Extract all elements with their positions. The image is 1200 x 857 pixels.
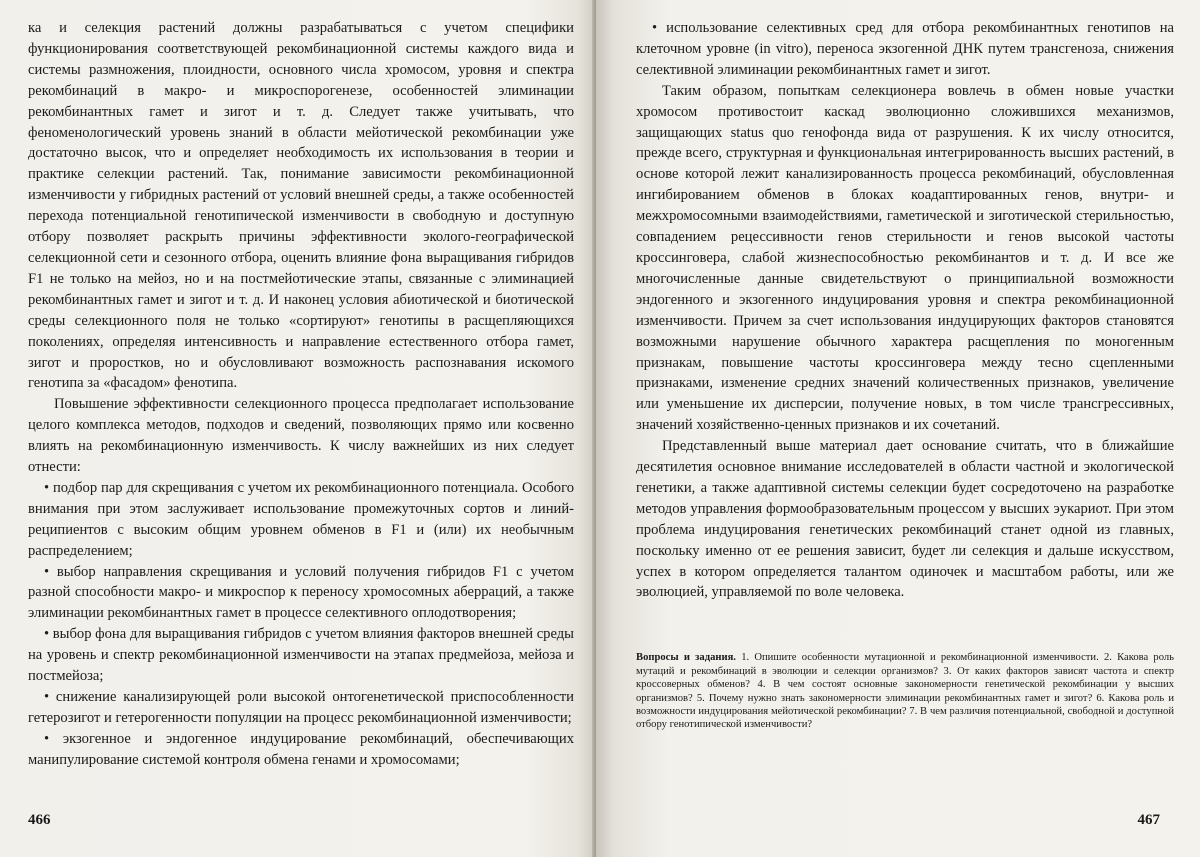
bullet-item: • использование селективных сред для отбора рекомбинантных генотипов на клеточном уровне (in vitro), переноса экзогенной ДНК путем трансгеноза, снижения селективной элиминации рекомбинантных гамет и зигот.: [636, 20, 1174, 78]
right-paragraph-2: Представленный выше материал дает основание считать, что в ближайшие десятилетия основное внимание исследователей в области частной и экологической генетики, а также адаптивной системы селекции будет сосредоточено на разработке методов управления формообразовательным процессом у высших эукариот. При этом проблема индуцирования генетических рекомбинаций станет одной из главных, поскольку именно от ее решения зависит, будет ли селекция и дальше искусством, успех в котором определяется талантом одиночек и масштабом работы, или же эволюцией, управляемой по воле человека.: [636, 438, 1174, 601]
questions-text: 1. Опишите особенности мутационной и рекомбинационной изменчивости. 2. Какова роль мутаций и рекомбинаций в эволюции и селекции организмов? 3. От каких факторов зависят частота и спектр кроссоверных обменов? 4. В чем состоят основные закономерности генетической рекомбинации у высших организмов? 5. Почему нужно знать закономерности элиминации рекомбинантных гамет и зигот? 6. Какова роль и возможности индуцирования мейотической рекомбинации? 7. В чем различия потенциальной, свободной и доступной отбору генотипической изменчивости?: [636, 652, 1174, 731]
right-page: [596, 0, 1200, 857]
left-paragraph-2: Повышение эффективности селекционного процесса предполагает использование целого комплекса методов, подходов и сведений, позволяющих прямо или косвенно влиять на рекомбинационную изменчивость. К числу важнейших из них следует отнести:: [28, 396, 574, 476]
page-number-left: 466: [28, 812, 51, 828]
left-page: [0, 0, 596, 857]
page-number-right: 467: [1137, 812, 1160, 828]
questions-block: [636, 651, 1174, 731]
right-paragraph-1: Таким образом, попыткам селекционера вовлечь в обмен новые участки хромосом противостоит каскад эволюционно сложившихся механизмов, защищающих status quo генофонда вида от разрушения. К их числу относится, прежде всего, структурная и функциональная интегрированность высших растений, в основе которой лежит канализированность процесса рекомбинаций, обусловленная ингибированием обменов в блоках коадаптированных генов, внутри- и межхромосомными взаимодействиями, гаметической и зиготической стерильностью, совпадением рецессивности генов стерильности и генов высокой частоты кроссинговера, слабой жизнеспособностью рекомбинантов и т. д. И все же многочисленные данные свидетельствуют о принципиальной возможности эндогенного и экзогенного индуцирования уровня и спектра рекомбинационной изменчивости. Причем за счет использования индуцирующих факторов становятся возможными нарушение обычного характера расщепления по моногенным признакам, повышение частоты кроссинговера между тесно сцепленными признаками, изменение средних значений количественных признаков, увеличение или уменьшение их дисперсии, получение новых, в том числе трансгрессивных, значений хозяйственно-ценных признаков и их сочетаний.: [636, 82, 1174, 434]
left-paragraph-1: ка и селекция растений должны разрабатываться с учетом специфики функционирования соответствующей рекомбинационной системы каждого вида и системы размножения, плоидности, основного числа хромосом, уровня и спектра рекомбинаций в макро- и микроспорогенезе, особенностей элиминации рекомбинантных гамет и зигот и т. д. Следует также учитывать, что феноменологический уровень знаний в области мейотической рекомбинации уже достаточно высок, что и определяет необходимость их использования в теории и практике селекции растений. Так, понимание зависимости рекомбинационной изменчивости у гибридных растений от условий внешней среды, а также особенностей перехода потенциальной генотипической изменчивости в свободную и доступную отбору позволяет раскрыть причины эффективности эколого-географической селекционной сети и сезонного отбора, оценить влияние фона выращивания гибридов F1 не только на мейоз, но и на постмейотические этапы, связанные с элиминацией рекомбинантных гамет и зигот и т. д. И наконец условия абиотической и биотической среды селекционного поля не только «сортируют» генотипы в расщепляющихся поколениях, определяя интенсивность и направление естественного отбора гамет, зигот и проростков, но и обусловливают возможность распознавания искомого генотипа за «фасадом» фенотипа.: [28, 20, 574, 392]
bullet-item: • выбор направления скрещивания и условий получения гибридов F1 с учетом разной способности макро- и микроспор к переносу хромосомных аберраций, а также элиминации рекомбинантных гамет в процессе селективного оплодотворения;: [28, 563, 574, 622]
bullet-item: • выбор фона для выращивания гибридов с учетом влияния факторов внешней среды на уровень и спектр рекомбинационной изменчивости на этапах предмейоза, мейоза и постмейоза;: [28, 626, 574, 685]
bullet-item: • снижение канализирующей роли высокой онтогенетической приспособленности гетерозигот и гетерогенности популяции на процесс рекомбинационной изменчивости;: [28, 689, 574, 726]
questions-heading: Вопросы и задания.: [636, 652, 736, 664]
bullet-item: • экзогенное и эндогенное индуцирование рекомбинаций, обеспечивающих манипулирование системой контроля обмена генами и хромосомами;: [28, 730, 574, 768]
bullet-item: • подбор пар для скрещивания с учетом их рекомбинационного потенциала. Особого внимания при этом заслуживает использование промежуточных сортов и линий-реципиентов с высоким общим уровнем обменов в F1 и (или) их необычным распределением;: [28, 479, 574, 559]
